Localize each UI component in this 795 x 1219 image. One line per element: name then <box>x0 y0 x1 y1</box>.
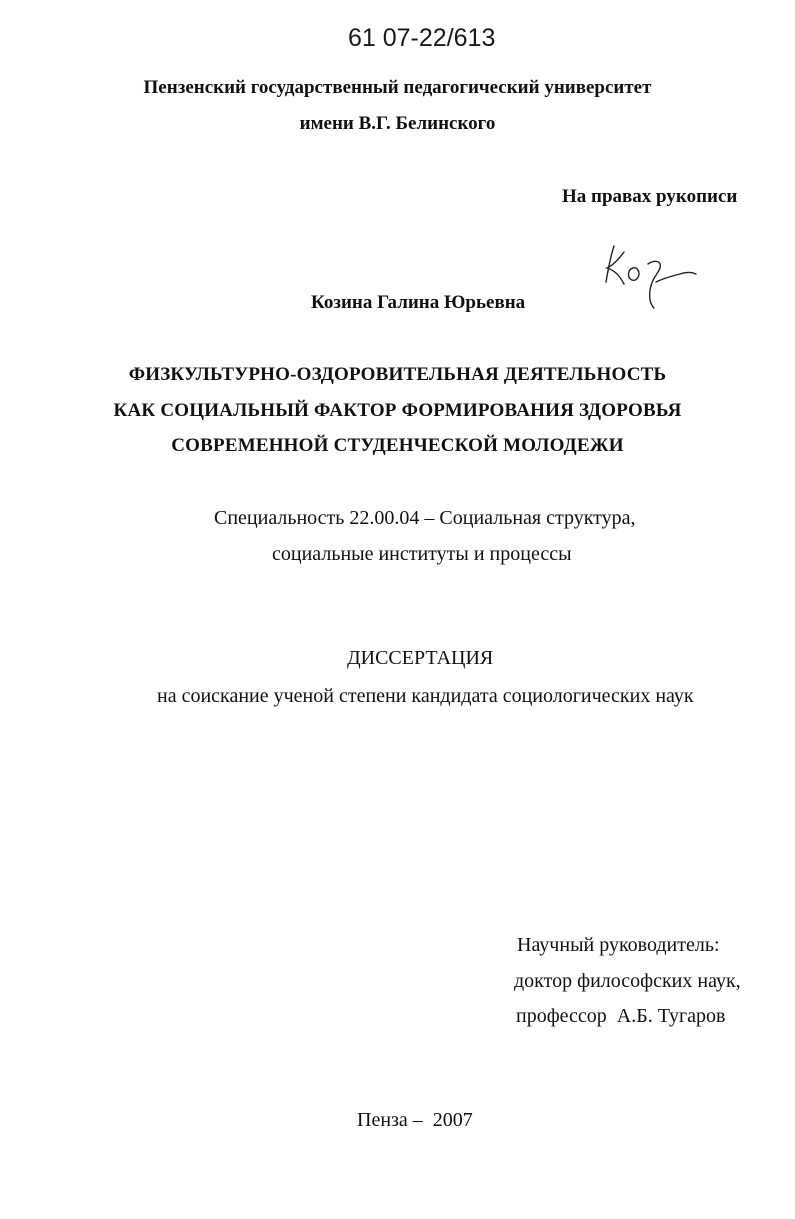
dissertation-title-line-2: КАК СОЦИАЛЬНЫЙ ФАКТОР ФОРМИРОВАНИЯ ЗДОРОВЬЯ <box>113 400 682 421</box>
dissertation-title-line-1: ФИЗКУЛЬТУРНО-ОЗДОРОВИТЕЛЬНАЯ ДЕЯТЕЛЬНОСТЬ <box>128 364 667 385</box>
supervisor-label: Научный руководитель: <box>517 934 720 956</box>
catalog-number: 61 07-22/613 <box>348 24 496 52</box>
manuscript-rights: На правах рукописи <box>562 186 738 207</box>
place-and-year: Пенза – 2007 <box>357 1109 473 1131</box>
degree-sought: на соискание ученой степени кандидата социологических наук <box>157 685 694 707</box>
document-type: ДИССЕРТАЦИЯ <box>347 647 494 669</box>
specialty-line-1: Специальность 22.00.04 – Социальная структура, <box>214 507 636 529</box>
author-name: Козина Галина Юрьевна <box>311 292 526 313</box>
supervisor-degree: доктор философских наук, <box>514 970 741 992</box>
supervisor-name: профессор А.Б. Тугаров <box>516 1005 726 1027</box>
university-named-after: имени В.Г. Белинского <box>299 113 496 134</box>
author-signature <box>600 238 700 318</box>
dissertation-title-line-3: СОВРЕМЕННОЙ СТУДЕНЧЕСКОЙ МОЛОДЕЖИ <box>171 435 624 456</box>
specialty-line-2: социальные институты и процессы <box>272 543 572 565</box>
university-name: Пензенский государственный педагогический университет <box>143 77 652 98</box>
